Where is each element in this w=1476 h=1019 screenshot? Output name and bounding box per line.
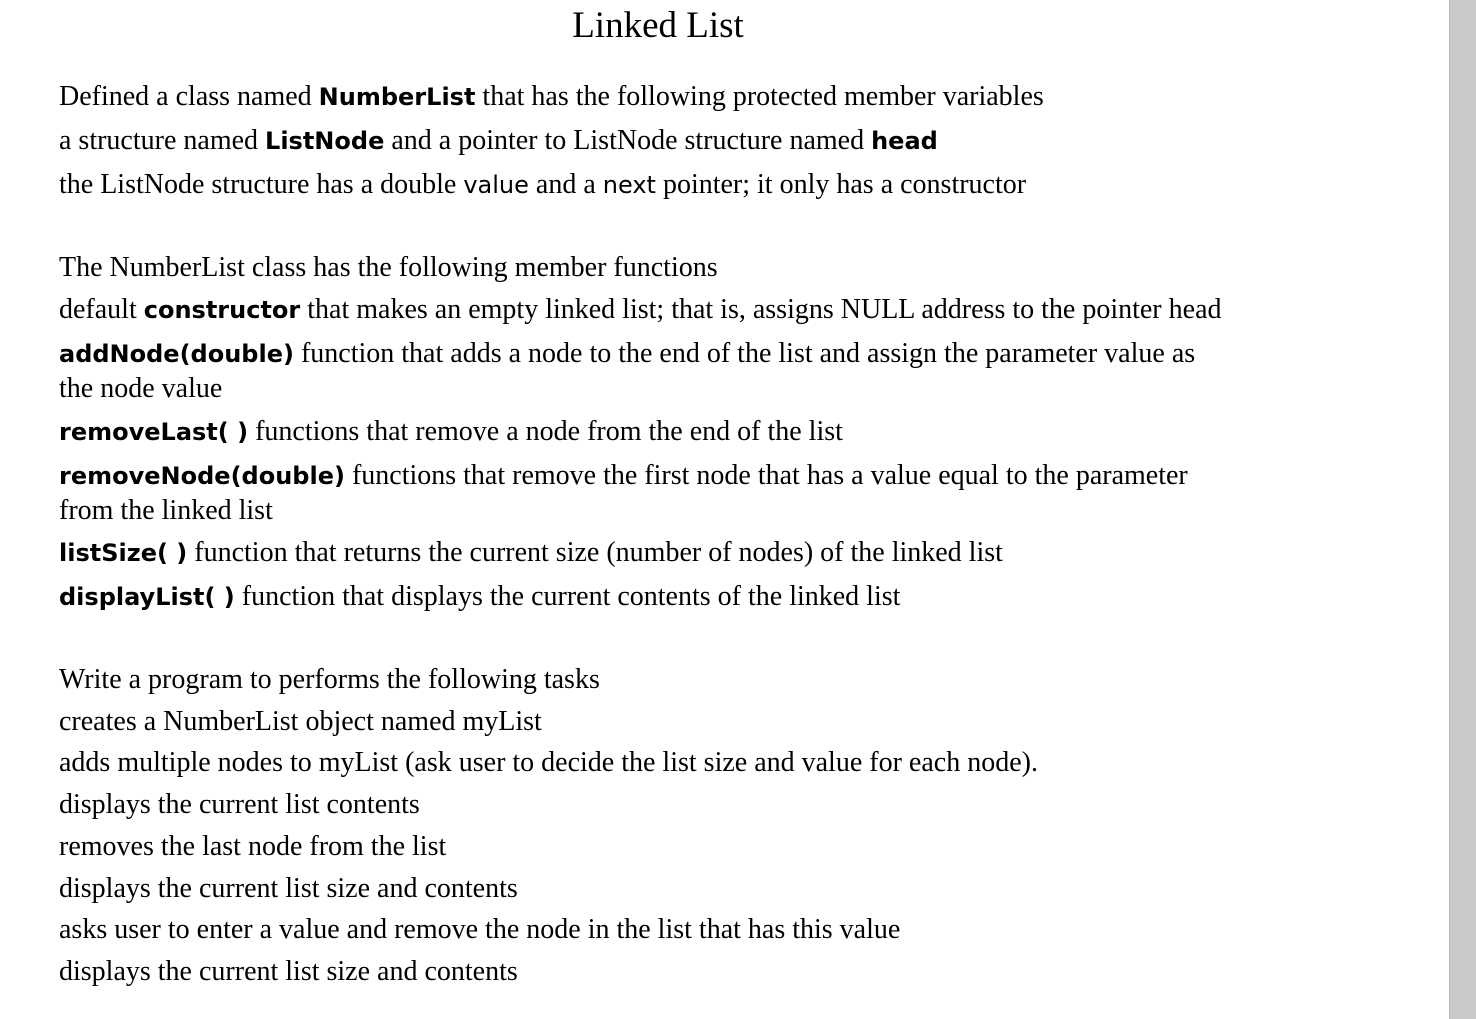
functions-heading: The NumberList class has the following member functions: [59, 252, 718, 283]
program-task: asks user to enter a value and remove the node in the list that has this value: [59, 914, 901, 945]
removenode-description: functions that remove the first node that has a value equal to the parameter: [344, 460, 1188, 491]
pointer-name-head: head: [871, 127, 938, 155]
displaylist-name: displayList( ): [59, 583, 235, 611]
displaylist-description: function that displays the current contents of the linked list: [234, 581, 901, 612]
intro-line-2-text: a structure named: [59, 125, 266, 156]
program-task: displays the current list size and contents: [59, 956, 518, 987]
program-task: displays the current list size and contents: [59, 873, 518, 904]
class-name-numberlist: NumberList: [318, 83, 476, 111]
intro-line-2-mid: and a pointer to ListNode structure named: [384, 125, 872, 156]
function-removenode-continued: from the linked list: [59, 495, 273, 526]
function-listsize: [59, 537, 1003, 568]
keyword-value: value: [463, 171, 529, 199]
program-task: creates a NumberList object named myList: [59, 706, 542, 737]
addnode-name: addNode(double): [59, 340, 294, 368]
intro-line-2: [59, 125, 938, 156]
intro-line-1: [59, 81, 1044, 112]
program-task: displays the current list contents: [59, 789, 420, 820]
constructor-prefix: default: [59, 294, 144, 325]
document-title: Linked List: [572, 5, 744, 46]
removenode-name: removeNode(double): [59, 462, 345, 490]
intro-line-3-tail: pointer; it only has a constructor: [655, 169, 1027, 200]
function-constructor: [59, 294, 1222, 325]
constructor-description: that makes an empty linked list; that is, assigns NULL address to the pointer head: [300, 294, 1222, 325]
program-task: removes the last node from the list: [59, 831, 447, 862]
listsize-name: listSize( ): [59, 539, 188, 567]
intro-line-3: [59, 169, 1027, 200]
listsize-description: function that returns the current size (number of nodes) of the linked list: [187, 537, 1003, 568]
function-removenode: [59, 460, 1188, 491]
intro-line-3-text: the ListNode structure has a double: [59, 169, 464, 200]
program-heading: Write a program to performs the following tasks: [59, 664, 600, 695]
scrollbar-gutter[interactable]: [1449, 0, 1476, 1019]
function-displaylist: [59, 581, 901, 612]
function-addnode-continued: the node value: [59, 373, 223, 404]
intro-line-1-text: Defined a class named: [59, 81, 319, 112]
intro-line-1-tail: that has the following protected member variables: [475, 81, 1044, 112]
intro-line-3-mid: and a: [528, 169, 603, 200]
removelast-description: functions that remove a node from the end of the list: [248, 416, 843, 447]
addnode-description: function that adds a node to the end of the list and assign the parameter value as: [293, 338, 1196, 369]
struct-name-listnode: ListNode: [265, 127, 385, 155]
keyword-next: next: [602, 171, 656, 199]
function-addnode: [59, 338, 1196, 369]
constructor-name: constructor: [143, 296, 301, 324]
removelast-name: removeLast( ): [59, 418, 249, 446]
function-removelast: [59, 416, 843, 447]
program-task: adds multiple nodes to myList (ask user to decide the list size and value for each node).: [59, 747, 1038, 778]
